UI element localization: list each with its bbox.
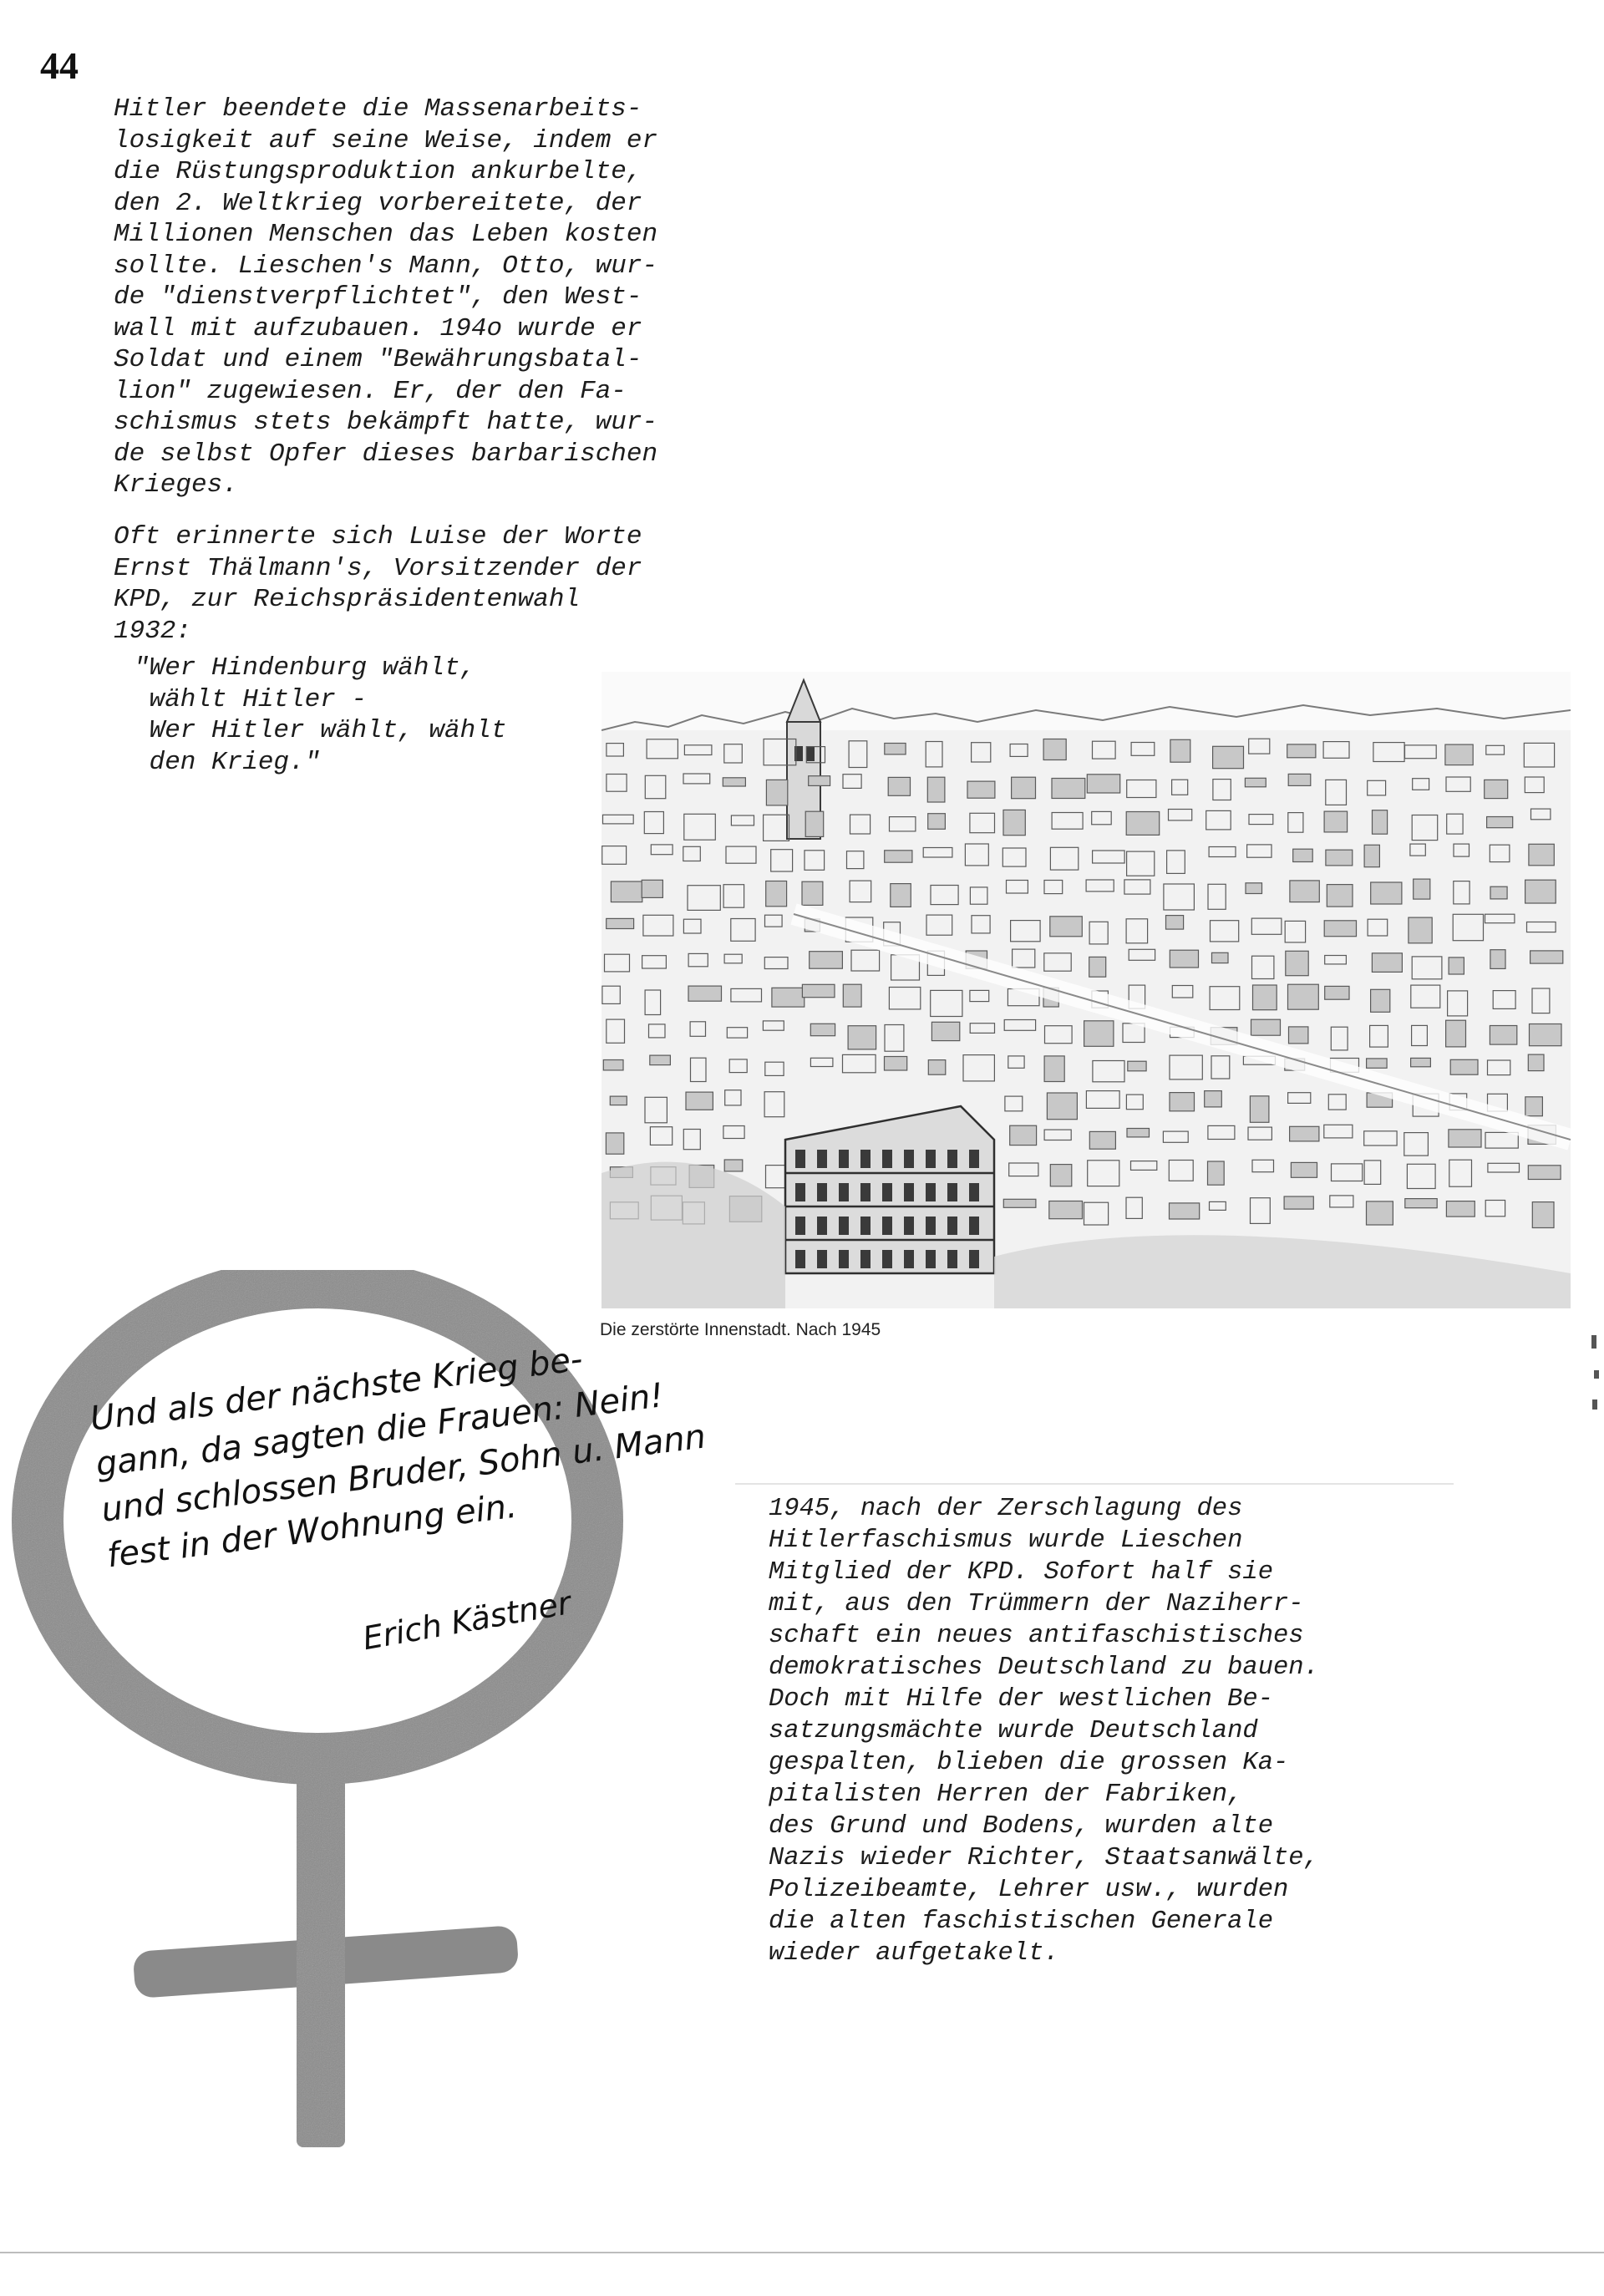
kaestner-author-handwritten: Erich Kästner (359, 1584, 574, 1658)
edge-mark (1592, 1399, 1597, 1410)
page-number: 44 (40, 44, 79, 87)
kaestner-quote-handwritten: Und als der nächste Krieg be- gann, da sagten die Frauen: Nein! und schlossen Bruder, Sohn u. Mann fest in der Wohnung ein. (88, 1339, 708, 1576)
paragraph-unemployment-war: Hitler beendete die Massenarbeits- losigkeit auf seine Weise, indem er die Rüstungsproduktion ankurbelte, den 2. Weltkrieg vorbereitete, der Millionen Menschen das Leben kosten sollte. Lieschen's Mann, Otto, wur- de "dienstverpflichtet", den West- wall mit aufzubauen. 194o wurde er Soldat und einem "Bewährungsbatal- lion" zugewiesen. Er, der den Fa- schismus stets bekämpft hatte, wur- de selbst Opfer dieses barbarischen Krieges. (114, 94, 658, 500)
edge-mark (1594, 1370, 1599, 1379)
paragraph-postwar: 1945, nach der Zerschlagung des Hitlerfaschismus wurde Lieschen Mitglied der KPD. Sofort half sie mit, aus den Trümmern der Naziherr- schaft ein neues antifaschistisches demokratisches Deutschland zu bauen. Doch mit Hilfe der westlichen Be- satzungsmächte wurde Deutschland gespalten, blieben die grossen Ka- pitalisten Herren der Fabriken, des Grund und Bodens, wurden alte Nazis wieder Richter, Staatsanwälte, Polizeibeamte, Lehrer usw., wurden die alten faschistischen Generale wieder aufgetakelt. (769, 1495, 1319, 1968)
divider-top-right (735, 1483, 1454, 1485)
edge-mark (1591, 1335, 1596, 1349)
photo-caption: Die zerstörte Innenstadt. Nach 1945 (600, 1320, 881, 1339)
destroyed-city-photo (602, 672, 1571, 1308)
bottom-rule (0, 2252, 1604, 2253)
city-ruins-illustration (602, 672, 1571, 1308)
paragraph-thaelmann-intro: Oft erinnerte sich Luise der Worte Ernst Thälmann's, Vorsitzender der KPD, zur Reichspräsidentenwahl 1932: (114, 522, 642, 646)
thaelmann-quote: "Wer Hindenburg wählt, wählt Hitler - Wer Hitler wählt, wählt den Krieg." (134, 653, 507, 777)
